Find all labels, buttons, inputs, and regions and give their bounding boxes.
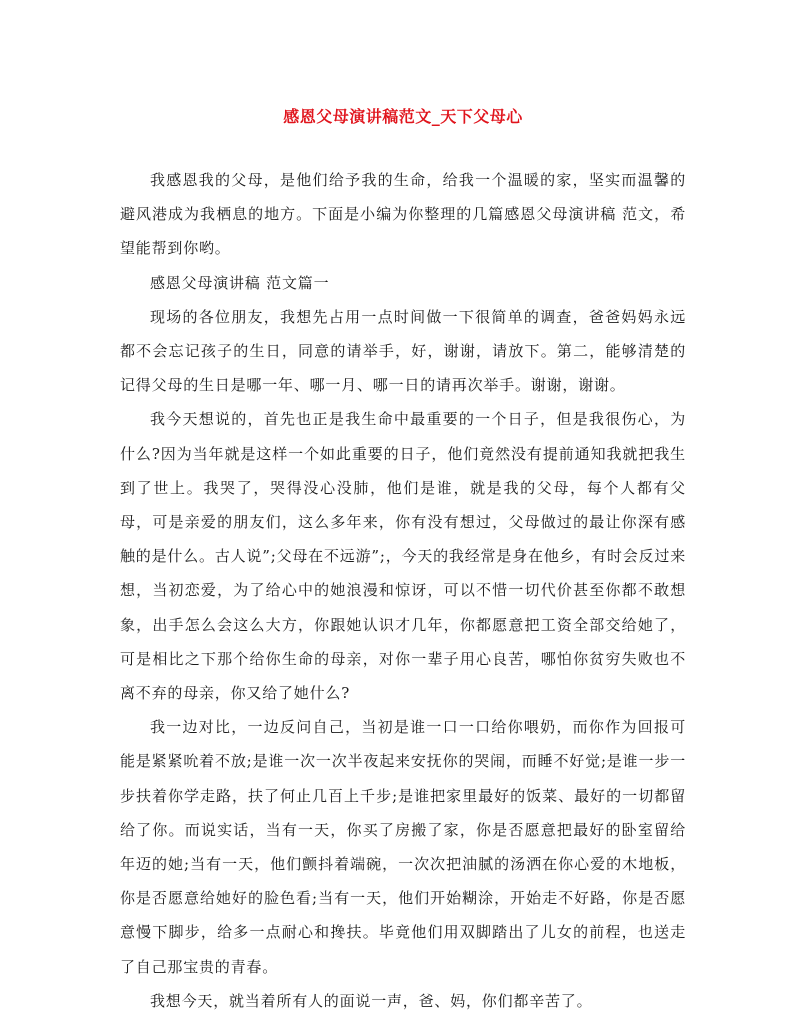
body-paragraph: 现场的各位朋友，我想先占用一点时间做一下很简单的调查，爸爸妈妈永远都不会忘记孩子的生日，同意的请举手，好，谢谢，请放下。第二，能够清楚的记得父母的生日是哪一年、哪一月、哪一日的请再次举手。谢谢，谢谢。: [120, 307, 686, 395]
section-heading: 感恩父母演讲稿 范文篇一: [150, 273, 330, 292]
intro-paragraph: 我感恩我的父母，是他们给予我的生命，给我一个温暖的家，坚实而温馨的避风港成为我栖息的地方。下面是小编为你整理的几篇感恩父母演讲稿 范文，希望能帮到你哟。: [120, 171, 686, 258]
closing-paragraph: 我想今天，就当着所有人的面说一声，爸、妈，你们都辛苦了。: [150, 991, 593, 1010]
body-paragraph: 我今天想说的，首先也正是我生命中最重要的一个日子，但是我很伤心，为什么?因为当年就是这样一个如此重要的日子，他们竟然没有提前通知我就把我生到了世上。我哭了，哭得没心没肺，他们是谁，就是我的父母，每个人都有父母，可是亲爱的朋友们，这么多年来，你有没有想过，父母做过的最让你深有感触的是什么。古人说”;父母在不远游”;，今天的我经常是身在他乡，有时会反过来想，当初恋爱，为了给心中的她浪漫和惊讶，可以不惜一切代价甚至你都不敢想象，出手怎么会这么大方，你跟她认识才几年，你都愿意把工资全部交给她了，可是相比之下那个给你生命的母亲，对你一辈子用心良苦，哪怕你贫穷失败也不离不弃的母亲，你又给了她什么?: [120, 410, 686, 703]
document-title: 感恩父母演讲稿范文_天下父母心: [283, 107, 523, 126]
body-paragraph: 我一边对比，一边反问自己，当初是谁一口一口给你喂奶，而你作为回报可能是紧紧吮着不放;是谁一次一次半夜起来安抚你的哭闹，而睡不好觉;是谁一步一步扶着你学走路，扶了何止几百上千步;是谁把家里最好的饭菜、最好的一切都留给了你。而说实话，当有一天，你买了房搬了家，你是否愿意把最好的卧室留给年迈的她;当有一天，他们颤抖着端碗，一次次把油腻的汤洒在你心爱的木地板，你是否愿意给她好的脸色看;当有一天，他们开始糊涂，开始走不好路，你是否愿意慢下脚步，给多一点耐心和搀扶。毕竟他们用双脚踏出了儿女的前程，也送走了自己那宝贵的青春。: [120, 718, 686, 976]
document-page: [120, 104, 686, 1018]
